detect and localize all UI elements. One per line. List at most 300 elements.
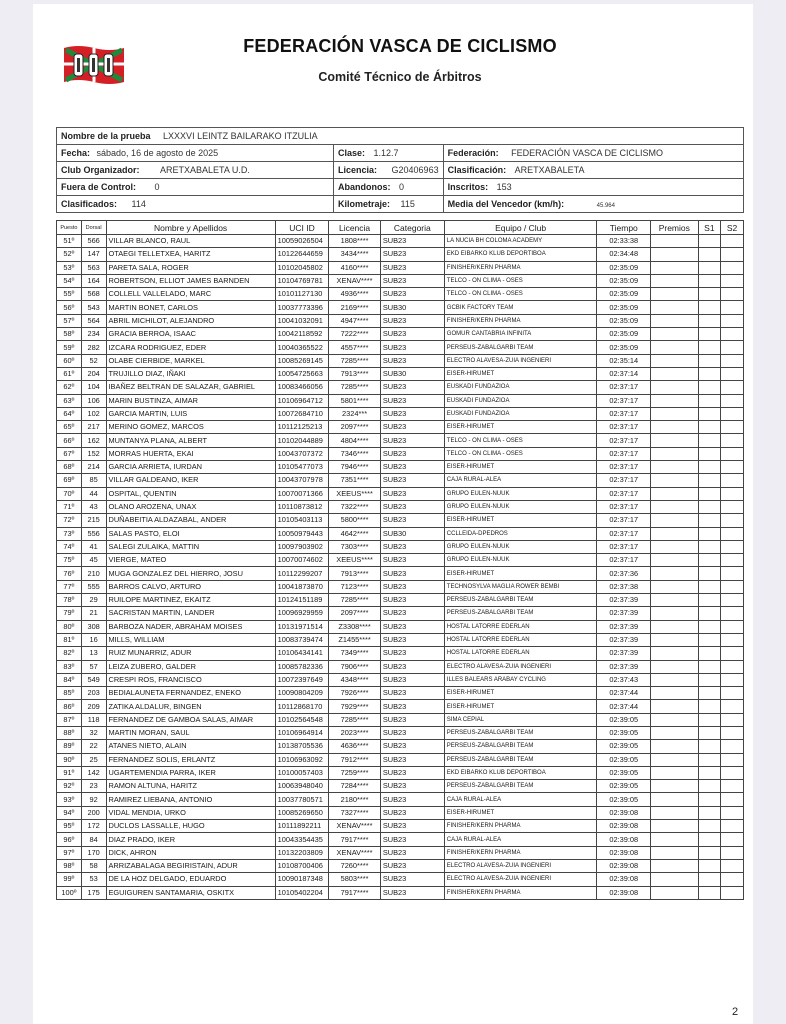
- fuera-cell: [57, 179, 334, 196]
- cell-nombre: DIAZ PRADO, IKER: [106, 833, 275, 846]
- table-row: [57, 527, 744, 540]
- cell-s2: [721, 806, 744, 819]
- cell-premios: [651, 620, 698, 633]
- table-row: [57, 726, 744, 739]
- cell-puesto: 66º: [57, 434, 82, 447]
- clasificacion-value: ARETXABALETA: [514, 165, 585, 175]
- cell-uci-id: 10072684710: [275, 407, 329, 420]
- cell-equipo: EKD EIBARKO KLUB DEPORTIBOA: [444, 248, 597, 261]
- abandonos-cell: [334, 179, 444, 196]
- table-row: [57, 274, 744, 287]
- cell-s1: [698, 766, 721, 779]
- clasificacion-cell: [443, 162, 743, 179]
- inscritos-label: Inscritos:: [447, 182, 489, 192]
- cell-nombre: DE LA HOZ DELGADO, EDUARDO: [106, 873, 275, 886]
- licencia-cell: [334, 162, 444, 179]
- table-row: [57, 820, 744, 833]
- cell-categoria: SUB30: [380, 367, 444, 380]
- cell-s2: [721, 793, 744, 806]
- cell-licencia: 7322****: [329, 500, 381, 513]
- cell-premios: [651, 647, 698, 660]
- cell-nombre: DUCLOS LASSALLE, HUGO: [106, 820, 275, 833]
- cell-dorsal: 549: [81, 673, 106, 686]
- cell-puesto: 58º: [57, 328, 82, 341]
- cell-s2: [721, 766, 744, 779]
- cell-nombre: VILLAR GALDEANO, IKER: [106, 474, 275, 487]
- col-dorsal: Dorsal: [81, 221, 106, 235]
- cell-dorsal: 555: [81, 580, 106, 593]
- cell-categoria: SUB23: [380, 354, 444, 367]
- cell-uci-id: 10054725663: [275, 367, 329, 380]
- federation-logo-icon: [62, 44, 126, 86]
- cell-categoria: SUB23: [380, 288, 444, 301]
- cell-licencia: 3434****: [329, 248, 381, 261]
- cell-s1: [698, 687, 721, 700]
- cell-s2: [721, 314, 744, 327]
- table-row: [57, 381, 744, 394]
- cell-puesto: 93º: [57, 793, 82, 806]
- table-row: [57, 580, 744, 593]
- cell-puesto: 68º: [57, 461, 82, 474]
- table-row: [57, 434, 744, 447]
- cell-s2: [721, 886, 744, 899]
- cell-puesto: 92º: [57, 780, 82, 793]
- cell-equipo: ILLES BALEARS ARABAY CYCLING: [444, 673, 597, 686]
- cell-dorsal: 162: [81, 434, 106, 447]
- cell-premios: [651, 806, 698, 819]
- cell-s2: [721, 660, 744, 673]
- cell-tiempo: 02:39:05: [597, 793, 651, 806]
- cell-uci-id: 10085782336: [275, 660, 329, 673]
- cell-s1: [698, 633, 721, 646]
- cell-licencia: 2097****: [329, 421, 381, 434]
- cell-s2: [721, 407, 744, 420]
- cell-categoria: SUB23: [380, 886, 444, 899]
- cell-categoria: SUB23: [380, 607, 444, 620]
- cell-dorsal: 102: [81, 407, 106, 420]
- cell-equipo: FINISHER/KERN PHARMA: [444, 314, 597, 327]
- cell-categoria: SUB23: [380, 673, 444, 686]
- licencia-value: G20406963: [391, 165, 439, 175]
- cell-s2: [721, 301, 744, 314]
- cell-premios: [651, 873, 698, 886]
- cell-tiempo: 02:35:09: [597, 288, 651, 301]
- cell-uci-id: 10063948040: [275, 780, 329, 793]
- cell-puesto: 70º: [57, 487, 82, 500]
- cell-nombre: BEDIALAUNETA FERNANDEZ, ENEKO: [106, 687, 275, 700]
- abandonos-value: 0: [399, 182, 405, 192]
- table-row: [57, 660, 744, 673]
- cell-uci-id: 10111892211: [275, 820, 329, 833]
- cell-puesto: 82º: [57, 647, 82, 660]
- cell-nombre: OLABE CIERBIDE, MARKEL: [106, 354, 275, 367]
- cell-categoria: SUB23: [380, 461, 444, 474]
- cell-s1: [698, 314, 721, 327]
- cell-premios: [651, 367, 698, 380]
- cell-tiempo: 02:37:39: [597, 660, 651, 673]
- cell-premios: [651, 594, 698, 607]
- cell-dorsal: 564: [81, 314, 106, 327]
- cell-tiempo: 02:37:17: [597, 514, 651, 527]
- cell-s1: [698, 341, 721, 354]
- cell-s1: [698, 527, 721, 540]
- cell-s1: [698, 753, 721, 766]
- cell-s1: [698, 873, 721, 886]
- cell-dorsal: 209: [81, 700, 106, 713]
- cell-dorsal: 170: [81, 846, 106, 859]
- cell-s2: [721, 527, 744, 540]
- cell-s1: [698, 381, 721, 394]
- table-row: [57, 780, 744, 793]
- table-row: [57, 594, 744, 607]
- cell-uci-id: 10106434141: [275, 647, 329, 660]
- cell-s2: [721, 341, 744, 354]
- cell-tiempo: 02:34:48: [597, 248, 651, 261]
- cell-categoria: SUB23: [380, 700, 444, 713]
- cell-premios: [651, 434, 698, 447]
- cell-dorsal: 41: [81, 540, 106, 553]
- cell-s1: [698, 673, 721, 686]
- cell-nombre: SALEGI ZULAIKA, MATTIN: [106, 540, 275, 553]
- cell-premios: [651, 514, 698, 527]
- clase-cell: [334, 145, 444, 162]
- cell-uci-id: 10106964712: [275, 394, 329, 407]
- cell-equipo: EISER-HIRUMET: [444, 687, 597, 700]
- cell-nombre: MILLS, WILLIAM: [106, 633, 275, 646]
- cell-licencia: Z3308****: [329, 620, 381, 633]
- cell-nombre: OSPITAL, QUENTIN: [106, 487, 275, 500]
- cell-categoria: SUB23: [380, 314, 444, 327]
- cell-dorsal: 104: [81, 381, 106, 394]
- cell-s2: [721, 673, 744, 686]
- cell-s1: [698, 261, 721, 274]
- cell-premios: [651, 633, 698, 646]
- cell-puesto: 100º: [57, 886, 82, 899]
- cell-premios: [651, 447, 698, 460]
- cell-dorsal: 234: [81, 328, 106, 341]
- cell-s1: [698, 461, 721, 474]
- clase-value: 1.12.7: [373, 148, 399, 158]
- cell-premios: [651, 766, 698, 779]
- table-row: [57, 421, 744, 434]
- cell-uci-id: 10040365522: [275, 341, 329, 354]
- cell-tiempo: 02:33:38: [597, 235, 651, 248]
- cell-uci-id: 10105403113: [275, 514, 329, 527]
- cell-tiempo: 02:39:05: [597, 766, 651, 779]
- cell-equipo: EISER-HIRUMET: [444, 461, 597, 474]
- cell-uci-id: 10122644659: [275, 248, 329, 261]
- cell-equipo: GRUPO EULEN-NUUK: [444, 500, 597, 513]
- cell-nombre: CRESPI ROS, FRANCISCO: [106, 673, 275, 686]
- cell-dorsal: 43: [81, 500, 106, 513]
- cell-nombre: MARIN BUSTINZA, AIMAR: [106, 394, 275, 407]
- cell-equipo: EISER-HIRUMET: [444, 567, 597, 580]
- race-info-table: [56, 127, 744, 213]
- table-row: [57, 833, 744, 846]
- cell-s2: [721, 235, 744, 248]
- cell-nombre: RUIZ MUNARRIZ, ADUR: [106, 647, 275, 660]
- clasificados-cell: [57, 196, 334, 213]
- cell-s2: [721, 328, 744, 341]
- cell-uci-id: 10043707372: [275, 447, 329, 460]
- cell-s1: [698, 487, 721, 500]
- cell-s1: [698, 859, 721, 872]
- cell-nombre: EGUIGUREN SANTAMARIA, OSKITX: [106, 886, 275, 899]
- col-nombre: Nombre y Apellidos: [106, 221, 275, 235]
- cell-equipo: LA NUCIA BH COLOMA ACADEMY: [444, 235, 597, 248]
- kilometraje-label: Kilometraje:: [338, 199, 391, 209]
- cell-premios: [651, 740, 698, 753]
- cell-equipo: HOSTAL LATORRE EDERLAN: [444, 620, 597, 633]
- fuera-label: Fuera de Control:: [61, 182, 137, 192]
- table-row: [57, 514, 744, 527]
- cell-s2: [721, 607, 744, 620]
- cell-premios: [651, 235, 698, 248]
- cell-categoria: SUB23: [380, 554, 444, 567]
- cell-categoria: SUB23: [380, 540, 444, 553]
- table-row: [57, 328, 744, 341]
- cell-puesto: 62º: [57, 381, 82, 394]
- cell-equipo: TECHNOSYLVA MAGLIA ROWER BEMBI: [444, 580, 597, 593]
- cell-puesto: 69º: [57, 474, 82, 487]
- cell-s1: [698, 354, 721, 367]
- table-row: [57, 314, 744, 327]
- cell-s1: [698, 647, 721, 660]
- cell-licencia: 4804****: [329, 434, 381, 447]
- cell-puesto: 65º: [57, 421, 82, 434]
- cell-tiempo: 02:39:08: [597, 886, 651, 899]
- cell-puesto: 88º: [57, 726, 82, 739]
- cell-s1: [698, 567, 721, 580]
- cell-dorsal: 16: [81, 633, 106, 646]
- table-row: [57, 673, 744, 686]
- cell-equipo: EISER-HIRUMET: [444, 367, 597, 380]
- kilometraje-value: 115: [400, 199, 415, 209]
- cell-uci-id: 10105477073: [275, 461, 329, 474]
- cell-uci-id: 10102564548: [275, 713, 329, 726]
- cell-tiempo: 02:39:08: [597, 846, 651, 859]
- cell-s1: [698, 235, 721, 248]
- cell-tiempo: 02:35:09: [597, 341, 651, 354]
- cell-uci-id: 10131971514: [275, 620, 329, 633]
- cell-s2: [721, 567, 744, 580]
- table-row: [57, 461, 744, 474]
- federacion-label: Federación:: [447, 148, 499, 158]
- table-row: [57, 567, 744, 580]
- cell-tiempo: 02:39:08: [597, 806, 651, 819]
- cell-equipo: EISER-HIRUMET: [444, 421, 597, 434]
- cell-uci-id: 10085269145: [275, 354, 329, 367]
- cell-s2: [721, 540, 744, 553]
- cell-equipo: FINISHER/KERN PHARMA: [444, 820, 597, 833]
- cell-s1: [698, 594, 721, 607]
- cell-nombre: SACRISTAN MARTIN, LANDER: [106, 607, 275, 620]
- cell-dorsal: 52: [81, 354, 106, 367]
- cell-s2: [721, 580, 744, 593]
- cell-premios: [651, 288, 698, 301]
- cell-licencia: XENAV****: [329, 274, 381, 287]
- cell-licencia: 7946****: [329, 461, 381, 474]
- col-equipo: Equipo / Club: [444, 221, 597, 235]
- cell-equipo: ELECTRO ALAVESA-ZUIA INGENIERI: [444, 660, 597, 673]
- cell-nombre: BARBOZA NADER, ABRAHAM MOISES: [106, 620, 275, 633]
- table-row: [57, 846, 744, 859]
- inscritos-value: 153: [496, 182, 512, 192]
- cell-nombre: ROBERTSON, ELLIOT JAMES BARNDEN: [106, 274, 275, 287]
- cell-s2: [721, 261, 744, 274]
- cell-equipo: EUSKADI FUNDAZIOA: [444, 407, 597, 420]
- cell-categoria: SUB23: [380, 726, 444, 739]
- table-row: [57, 487, 744, 500]
- cell-puesto: 80º: [57, 620, 82, 633]
- cell-equipo: EISER-HIRUMET: [444, 806, 597, 819]
- table-row: [57, 248, 744, 261]
- cell-equipo: CCLLEIDA-DPEDROS: [444, 527, 597, 540]
- cell-licencia: 2324***: [329, 407, 381, 420]
- cell-premios: [651, 607, 698, 620]
- cell-premios: [651, 381, 698, 394]
- table-row: [57, 766, 744, 779]
- cell-s1: [698, 328, 721, 341]
- cell-categoria: SUB23: [380, 594, 444, 607]
- cell-premios: [651, 540, 698, 553]
- cell-uci-id: 10108700406: [275, 859, 329, 872]
- table-row: [57, 793, 744, 806]
- cell-nombre: MUNTANYA PLANA, ALBERT: [106, 434, 275, 447]
- cell-nombre: COLLELL VALLELADO, MARC: [106, 288, 275, 301]
- cell-uci-id: 10037773396: [275, 301, 329, 314]
- cell-dorsal: 210: [81, 567, 106, 580]
- cell-tiempo: 02:37:39: [597, 633, 651, 646]
- table-row: [57, 753, 744, 766]
- col-s1: S1: [698, 221, 721, 235]
- cell-uci-id: 10072397649: [275, 673, 329, 686]
- cell-tiempo: 02:39:05: [597, 726, 651, 739]
- cell-licencia: 7917****: [329, 886, 381, 899]
- cell-equipo: ELECTRO ALAVESA-ZUIA INGENIERI: [444, 859, 597, 872]
- fuera-value: 0: [154, 182, 160, 192]
- cell-puesto: 77º: [57, 580, 82, 593]
- cell-categoria: SUB30: [380, 301, 444, 314]
- cell-puesto: 72º: [57, 514, 82, 527]
- cell-licencia: 5800****: [329, 514, 381, 527]
- cell-puesto: 76º: [57, 567, 82, 580]
- cell-dorsal: 45: [81, 554, 106, 567]
- cell-equipo: EISER-HIRUMET: [444, 700, 597, 713]
- cell-uci-id: 10110873812: [275, 500, 329, 513]
- cell-tiempo: 02:37:39: [597, 647, 651, 660]
- cell-categoria: SUB23: [380, 766, 444, 779]
- cell-dorsal: 32: [81, 726, 106, 739]
- cell-s2: [721, 514, 744, 527]
- cell-dorsal: 556: [81, 527, 106, 540]
- cell-licencia: 1808****: [329, 235, 381, 248]
- cell-licencia: 7303****: [329, 540, 381, 553]
- cell-uci-id: 10043354435: [275, 833, 329, 846]
- table-row: [57, 859, 744, 872]
- cell-s1: [698, 394, 721, 407]
- cell-nombre: MARTIN BONET, CARLOS: [106, 301, 275, 314]
- cell-puesto: 87º: [57, 713, 82, 726]
- cell-equipo: EUSKADI FUNDAZIOA: [444, 381, 597, 394]
- cell-s1: [698, 793, 721, 806]
- cell-categoria: SUB23: [380, 328, 444, 341]
- cell-uci-id: 10037780571: [275, 793, 329, 806]
- cell-dorsal: 23: [81, 780, 106, 793]
- cell-premios: [651, 753, 698, 766]
- info-row-club: [57, 162, 744, 179]
- cell-premios: [651, 487, 698, 500]
- cell-premios: [651, 859, 698, 872]
- cell-categoria: SUB23: [380, 859, 444, 872]
- cell-licencia: 7285****: [329, 354, 381, 367]
- cell-puesto: 96º: [57, 833, 82, 846]
- cell-s2: [721, 687, 744, 700]
- info-row-fecha: [57, 145, 744, 162]
- cell-categoria: SUB23: [380, 487, 444, 500]
- cell-licencia: 7926****: [329, 687, 381, 700]
- cell-categoria: SUB23: [380, 820, 444, 833]
- cell-premios: [651, 354, 698, 367]
- cell-licencia: 2097****: [329, 607, 381, 620]
- cell-premios: [651, 580, 698, 593]
- cell-equipo: EKD EIBARKO KLUB DEPORTIBOA: [444, 766, 597, 779]
- cell-s1: [698, 367, 721, 380]
- cell-dorsal: 92: [81, 793, 106, 806]
- cell-licencia: 7285****: [329, 713, 381, 726]
- cell-nombre: RUILOPE MARTINEZ, EKAITZ: [106, 594, 275, 607]
- kilometraje-cell: [334, 196, 444, 213]
- cell-categoria: SUB23: [380, 421, 444, 434]
- cell-premios: [651, 314, 698, 327]
- clasificados-value: 114: [131, 199, 146, 209]
- cell-categoria: SUB30: [380, 527, 444, 540]
- cell-dorsal: 57: [81, 660, 106, 673]
- cell-uci-id: 10070071366: [275, 487, 329, 500]
- cell-nombre: TRUJILLO DIAZ, IÑAKI: [106, 367, 275, 380]
- cell-tiempo: 02:39:08: [597, 859, 651, 872]
- cell-nombre: ZATIKA ALDALUR, BINGEN: [106, 700, 275, 713]
- cell-puesto: 94º: [57, 806, 82, 819]
- cell-tiempo: 02:37:17: [597, 540, 651, 553]
- cell-s1: [698, 248, 721, 261]
- cell-s2: [721, 288, 744, 301]
- cell-uci-id: 10112868170: [275, 700, 329, 713]
- cell-dorsal: 172: [81, 820, 106, 833]
- cell-categoria: SUB23: [380, 394, 444, 407]
- cell-s2: [721, 833, 744, 846]
- cell-uci-id: 10070074602: [275, 554, 329, 567]
- cell-uci-id: 10124151189: [275, 594, 329, 607]
- cell-premios: [651, 274, 698, 287]
- cell-categoria: SUB23: [380, 407, 444, 420]
- cell-s1: [698, 607, 721, 620]
- col-uci-id: UCI ID: [275, 221, 329, 235]
- cell-premios: [651, 500, 698, 513]
- cell-equipo: ELECTRO ALAVESA-ZUIA INGENIERI: [444, 354, 597, 367]
- cell-dorsal: 84: [81, 833, 106, 846]
- cell-s1: [698, 580, 721, 593]
- cell-licencia: 7259****: [329, 766, 381, 779]
- cell-uci-id: 10106964914: [275, 726, 329, 739]
- cell-tiempo: 02:37:17: [597, 554, 651, 567]
- cell-tiempo: 02:39:08: [597, 820, 651, 833]
- cell-tiempo: 02:37:17: [597, 500, 651, 513]
- cell-s2: [721, 873, 744, 886]
- cell-nombre: OLANO AROZENA, UNAX: [106, 500, 275, 513]
- cell-uci-id: 10059026504: [275, 235, 329, 248]
- cell-equipo: TELCO - ON CLIMA - OSES: [444, 274, 597, 287]
